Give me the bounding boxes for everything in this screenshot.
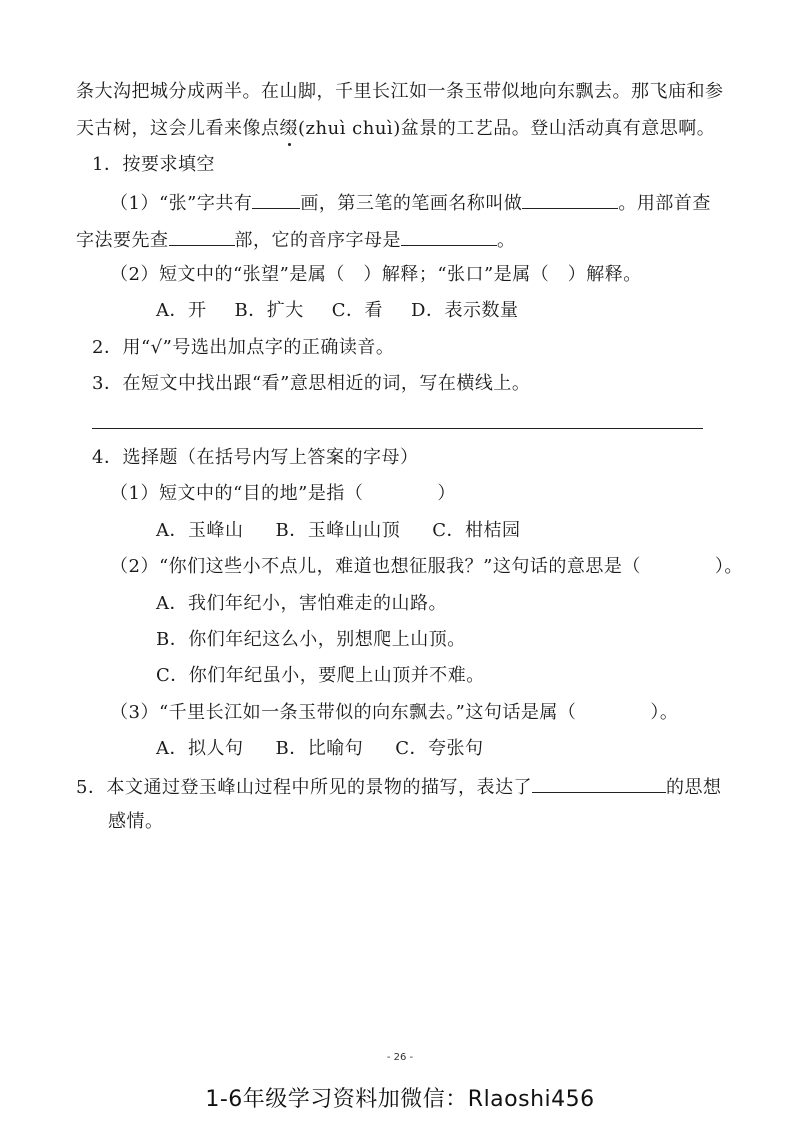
option-a: A．玉峰山 [156, 520, 244, 541]
q1-text: 部，它的音序字母是 [234, 230, 401, 251]
footer-note: 1-6年级学习资料加微信：Rlaoshi456 [205, 1087, 595, 1112]
q5-text: 5．本文通过登玉峰山过程中所见的景物的描写，表达了 [76, 777, 532, 798]
question-5-cont: 感情。 [108, 811, 164, 832]
option-c: C．你们年纪虽小，要爬上山顶并不难。 [156, 665, 485, 686]
option-c: C．夸张句 [395, 738, 484, 759]
question-2-title: 2．用“√”号选出加点字的正确读音。 [92, 337, 395, 358]
radical-blank[interactable] [169, 227, 235, 246]
passage-line-2 [76, 117, 715, 141]
dotted-character: 缀 [279, 118, 298, 139]
question-1-options [156, 299, 518, 323]
option-b: B．玉峰山山顶 [275, 520, 401, 541]
option-a: A．拟人句 [156, 738, 244, 759]
answer-line[interactable] [92, 428, 703, 429]
question-1-part-1 [110, 190, 711, 216]
question-3-title: 3．在短文中找出跟“看”意思相近的词，写在横线上。 [92, 373, 531, 394]
stroke-count-blank[interactable] [252, 190, 300, 209]
option-c: C．柑桔园 [432, 520, 521, 541]
question-5 [76, 774, 721, 800]
option-d: D．表示数量 [411, 300, 519, 321]
stroke-name-blank[interactable] [522, 190, 618, 209]
option-b: B．比喻句 [275, 738, 364, 759]
question-1-part-1-cont [76, 227, 516, 253]
option-c: C．看 [331, 300, 384, 321]
question-1-part-2: （2）短文中的“张望”是属（ ）解释；“张口”是属（ ）解释。 [110, 264, 642, 285]
q5-text: 的思想 [665, 777, 722, 798]
q1-text: 。 [497, 230, 516, 251]
option-b: B．扩大 [234, 300, 304, 321]
question-4-part-3-options [156, 737, 484, 761]
pinyin-choice: (zhuì chuì)盆景的工艺品。登山活动真有意思啊。 [298, 118, 716, 139]
page-number: - 26 - [386, 1052, 414, 1063]
question-4-part-1: （1）短文中的“目的地”是指（ ） [110, 483, 456, 504]
passage-line-1: 条大沟把城分成两半。在山脚，千里长江如一条玉带似地向东飘去。那飞庙和参 [76, 81, 724, 102]
question-4-part-3: （3）“千里长江如一条玉带似的向东飘去。”这句话是属（ ）。 [110, 702, 679, 723]
q1-text: 。用部首查 [618, 193, 711, 214]
option-a: A．我们年纪小，害怕难走的山路。 [156, 593, 447, 614]
feeling-blank[interactable] [532, 774, 666, 793]
option-b: B．你们年纪这么小，别想爬上山顶。 [156, 629, 466, 650]
q1-text: （1）“张”字共有 [110, 193, 253, 214]
question-4-part-2: （2）“你们这些小不点儿，难道也想征服我？”这句话的意思是（ ）。 [110, 556, 743, 577]
letter-blank[interactable] [401, 227, 497, 246]
q1-text: 画，第三笔的笔画名称叫做 [300, 193, 523, 214]
passage-text: 天古树，这会儿看来像点 [76, 118, 280, 139]
question-4-title: 4．选择题（在括号内写上答案的字母） [92, 447, 419, 468]
question-1-title: 1．按要求填空 [92, 154, 215, 175]
option-a: A．开 [156, 300, 207, 321]
question-4-part-1-options [156, 519, 521, 543]
q1-text: 字法要先查 [76, 230, 169, 251]
